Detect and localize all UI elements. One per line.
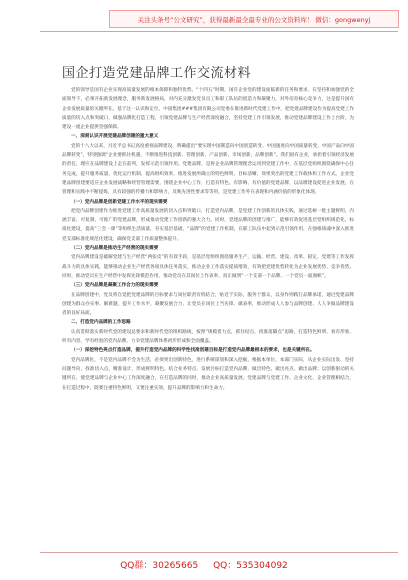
body-paragraph: 在品牌创建中，党员将自觉把党建品牌的目标要求与岗位职责有机结合，贴近于实际，服务于群众，以身作则践行品牌承诺，通过党建品牌创建为群众办实事、解难题，提升工作水平，凝聚发展合力，让党员在岗位上当先锋、做表率，推动形成人人参与品牌创建、人人争做品牌建设者的良好局面。 <box>62 292 354 317</box>
subsection-heading: （二）党内品牌是推动生产经营的现实需要 <box>71 246 159 252</box>
body-paragraph: 党内品牌建设是破解党建与生产经营“两张皮”的有效手段，是基层党组织围绕服务生产，运输、经营、建设、改革、稳定、党建等工作发挥战斗力的具体实践，能够推动企业生产经营各项具体任务落实，推动企业工作落实提质增效，有效把党建优势转化为企业发展优势、竞争优势。同时，推动党员在生产经营中发挥先锋模范作用，推动党员在其岗位上作表率，真正做到“一个支部一个品牌、一个党员一面旗帜”。 <box>62 255 354 279</box>
contact-footer <box>0 558 408 574</box>
footer-divider <box>40 552 398 553</box>
qq-number: QQ：535304092 <box>213 561 288 571</box>
body-paragraph: 党的领导是国有企业实现高质量发展的根本保障和独特优势。“十四五”时期，国有企业党的建设面临新的任务和要求，在坚持和加强党的全面领导下，必须开拓新发展理念，服务新发展格局，对内充分激发党员员工和职工队伍的创造力和凝聚力，对外培育核心竞争力，这是提升国有企业发展质量的关键所在。基于这一认识和定位，中国集团###集团有限公司党委在推进新时代党建工作中，把党建品牌建设作为提高党建工作质量的切入点和突破口，做强品牌化打造工程，引领党建品牌与生产经营深度融合，坚持党建工作引领发展，推动党建品牌建设工作上台阶，为建设一流企业提供坚强保障。 <box>62 88 354 131</box>
section-heading: 一、深刻认识开展党建品牌创建的重大意义 <box>71 134 159 140</box>
body-paragraph: 认真贯彻落实新时代党的建设总要求和新时代党的组织路线，按照“规模着力点，抓住结点，找准落脚点”思路，打造特色鲜明、看有形象、听有内容、学有经验的党内品牌，力争党建品牌体系初步形成和全面覆盖。 <box>62 329 354 345</box>
qq-group-number: QQ群：30265665 <box>120 561 199 571</box>
subsection-heading: （三）党内品牌是凝聚工作合力的现实需要 <box>71 283 159 289</box>
subsection-heading: （一）党内品牌是创新党建工作水平的现实需要 <box>71 199 168 205</box>
document-title: 国企打造党建品牌工作交流材料 <box>62 66 252 81</box>
promo-banner[interactable]: 关注头条号“公文研究”，获得最新最全最专业的公文资料库！ 微信：gongwenyj <box>109 10 399 28</box>
body-paragraph: 党内品牌化，不是党内品牌不会为生活，必须突出创新特色，进行系统谋划和深入挖掘，根据本单位、本部门实际，从企业实际出发、坚持问题导向，找准切入点，精准设计，形成鲜明特色。结合业务特点、发展目标打造党内品牌，做出特色、做出亮点、做出品牌；以创新驱动的关键所在，使党建品牌与企业中心工作深度融合，在打造品牌的同时，推动企业高质量发展。党建品牌与党建工作、企业文化、企业管理相结合，在打造过程中，既要注重特色鲜明，又要注重实效，提升品牌的影响力和生命力。 <box>62 357 354 391</box>
header-divider <box>40 31 398 32</box>
subsection-heading: （一）深挖特色亮点打造品牌，提升打造党内品牌的科学性找准创建目标是打造党内品牌最根本的要求，也是关键所在。 <box>71 348 315 354</box>
section-heading: 二、打造党内品牌的工作思路 <box>71 320 131 326</box>
body-paragraph: 把党内品牌创建作为推进党建工作高质量发展的切入点和突破口，打造党内品牌，是党建工作创新的具体实践，通过选树一批主题鲜明、内涵丰富、可复制、可推广的党建品牌，形成推动党建工作创新的强大合力。同时，党建品牌的创建与推广，能够有效促进基层党组织规范化、标准化建设，提高“三会一课”等组织生活质量，夯实基层基础，“品牌”的党建工作机制，在职工队伍中起到示范引领作用，在强根铸魂中深入推进党支部标准化规范化建设，确保党支部工作质量整体提升。 <box>62 208 354 242</box>
body-paragraph: 党的十八大以来，习近平总书记高度重视品牌建设，明确提出“要实现中国制造向中国创造转变、中国速度向中国质量转变、中国产品向中国品牌转变”，特别强调“企业要抓住机遇，不断推进科技创新、管理创新、产品创新、市场创新，品牌创新”。我们国有企业，承担着引领经济发展的责任，理应在品牌建设上走在前列，发挥示范引领作用。党建品牌，是将企业品牌管理理念运用到党建工作中，在基层党组织围绕确保中心任务完成，提升服务质量、优化运行机制、提高组织效率，推进发展所确立的特色鲜明、目标清晰、效果突出的党建工作载体和工作方式。企业党建品牌创建要适应企业发展战略和经营管理需要，围绕企业中心工作，打造有特色、有影响、有价值的党建品牌，以品牌建设促进企业发展，在管理和实践中不断提炼，具有较强的传播力和影响力，反映先进性要求等等用，是党建工作外在表现和内涵价值的形象化体现。 <box>62 143 354 196</box>
document-body <box>62 86 354 544</box>
